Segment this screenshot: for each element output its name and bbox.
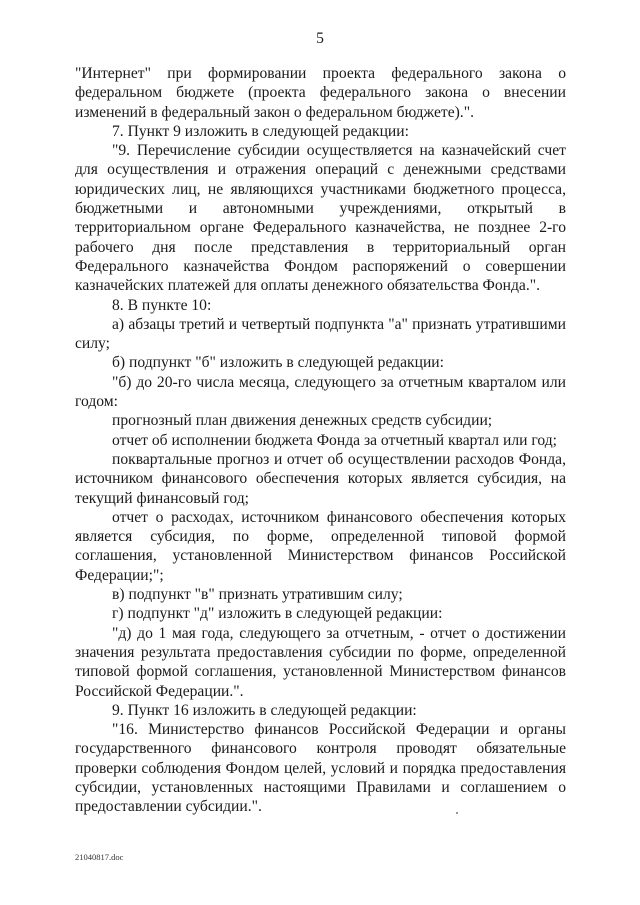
paragraph: 8. В пункте 10: (112, 296, 212, 314)
paragraph: б) подпункт "б" изложить в следующей редакции: (112, 354, 444, 372)
paragraph: прогнозный план движения денежных средств субсидии; (112, 412, 493, 430)
scan-speck (456, 812, 458, 814)
paragraph: "д) до 1 мая года, следующего за отчетным, - отчет о достижении значения результата предоставления субсидии по форме, определенной типовой формой соглашения, установленной Министерством финансов Российской Федерации.". (75, 624, 566, 700)
paragraph: 7. Пункт 9 изложить в следующей редакции: (112, 122, 409, 140)
paragraph: 9. Пункт 16 изложить в следующей редакции: (112, 701, 417, 719)
paragraph: "16. Министерство финансов Российской Федерации и органы государственного финансового контроля проводят обязательные проверки соблюдения Фондом целей, условий и порядка предоставления субсидии, установленных настоящими Правилами и соглашением о предоставлении субсидии.". (75, 721, 566, 816)
paragraph: отчет об исполнении бюджета Фонда за отчетный квартал или год; (112, 431, 557, 449)
paragraph: "Интернет" при формировании проекта федерального закона о федеральном бюджете (проекта федерального закона о внесении изменений в федеральный закон о федеральном бюджете).". (75, 65, 566, 121)
paragraph: г) подпункт "д" изложить в следующей редакции: (112, 605, 443, 623)
paragraph: в) подпункт "в" признать утратившим силу; (112, 586, 403, 604)
paragraph: отчет о расходах, источником финансового обеспечения которых является субсидия, по форме, определенной типовой формой соглашения, установленной Министерством финансов Российской Федерации;"; (75, 508, 566, 584)
file-reference: 21040817.doc (75, 852, 124, 862)
document-body (75, 64, 566, 817)
paragraph: а) абзацы третий и четвертый подпункта "а" признать утратившими силу; (75, 315, 566, 353)
paragraph: "б) до 20-го числа месяца, следующего за отчетным кварталом или годом: (75, 373, 566, 411)
paragraph: "9. Перечисление субсидии осуществляется на казначейский счет для осуществления и отражения операций с денежными средствами юридических лиц, не являющихся участниками бюджетного процесса, бюджетными и автономными учреждениями, открытый в территориальном органе Федерального казначейства, не позднее 2-го рабочего дня после представления в территориальный орган Федерального казначейства Фондом распоряжений о совершении казначейских платежей для оплаты денежного обязательства Фонда.". (75, 142, 566, 295)
page-number: 5 (316, 30, 324, 47)
paragraph: поквартальные прогноз и отчет об осуществлении расходов Фонда, источником финансового обеспечения которых является субсидия, на текущий финансовый год; (75, 450, 566, 507)
